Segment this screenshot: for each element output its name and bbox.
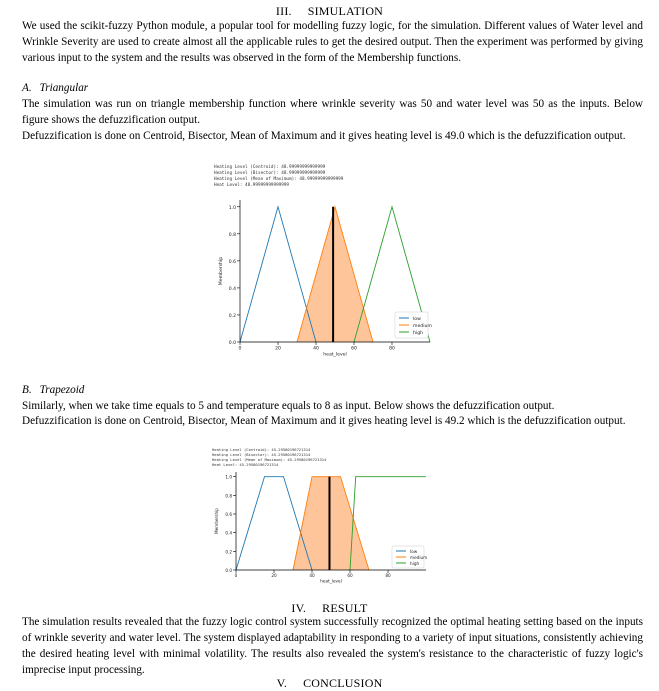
y-axis-label: Membership	[214, 508, 219, 534]
legend	[395, 312, 432, 338]
y-tick-label: 0.8	[228, 232, 236, 238]
x-tick-label: 20	[271, 573, 277, 579]
x-tick-label: 0	[238, 346, 242, 352]
annotation-text: Heat Level: 45.29580196721314	[212, 462, 279, 467]
section-heading-conclusion	[0, 676, 659, 691]
y-tick-label: 0.8	[225, 493, 232, 499]
annotation-text: Heat Level: 48.99999999999999	[214, 183, 290, 188]
activation-fill-area	[297, 207, 373, 342]
activation-fill-area	[293, 477, 369, 570]
triangular-membership-chart	[208, 160, 458, 365]
y-tick-label: 0.2	[225, 549, 232, 555]
section-title: SIMULATION	[307, 4, 384, 18]
x-tick-label: 60	[351, 346, 357, 352]
result-paragraph: The simulation results revealed that the fuzzy logic control system successfully recognized the optimal heating setting based on the inputs of wrinkle severity and water level. The system displayed adaptability in responding to a variety of input situations, consistently achieving the desired heating level with minimal volatility. The results also revealed the system's resistance to the characteristic of fuzzy logic's imprecise input processing.	[22, 616, 643, 676]
legend-label-low: low	[413, 317, 421, 322]
section-number: IV.	[291, 601, 307, 615]
section-heading-result	[0, 601, 659, 616]
intro-paragraph: We used the scikit-fuzzy Python module, a popular tool for modelling fuzzy logic, for the simulation. Different values of Water level and Wrinkle Severity are used to create almost all the applicable rules to get the desired output. Then the experiment was performed by giving various input to the system and the results was observed in the form of the Membership functions.	[22, 20, 643, 64]
x-tick-label: 40	[309, 573, 315, 579]
legend-label-medium: medium	[410, 555, 428, 560]
annotation-text: Heating Level (Centroid): 48.99999999999999	[214, 165, 326, 170]
triangular-paragraph-1: The simulation was run on triangle membership function where wrinkle severity was 50 and water level was 50 as the inputs. Below figure shows the defuzzification output.	[22, 98, 643, 126]
annotation-text: Heating Level (Bisector): 45.29580196721314	[212, 452, 311, 457]
y-axis-label: Membership	[219, 256, 224, 286]
x-tick-label: 80	[385, 573, 391, 579]
x-tick-label: 20	[275, 346, 281, 352]
legend-label-high: high	[413, 331, 424, 336]
x-axis-label: heat_level	[320, 578, 342, 584]
annotation-text: Heating Level (Mean of Maximum): 45.29580196721314	[212, 457, 327, 462]
section-number: III.	[275, 4, 292, 18]
y-tick-label: 1.0	[225, 474, 232, 480]
x-tick-label: 60	[347, 573, 353, 579]
trapezoid-paragraph-2: Defuzzification is done on Centroid, Bisector, Mean of Maximum and it gives heating level is 49.2 which is the defuzzification output.	[22, 415, 626, 427]
x-tick-label: 0	[234, 573, 238, 579]
y-tick-label: 0.6	[225, 512, 232, 517]
triangular-paragraph-2: Defuzzification is done on Centroid, Bisector, Mean of Maximum and it gives heating level is 49.0 which is the defuzzification output.	[22, 130, 626, 142]
legend-label-medium: medium	[413, 324, 432, 329]
y-tick-label: 0.6	[228, 259, 236, 265]
section-title: RESULT	[322, 601, 368, 615]
y-tick-label: 0.0	[228, 341, 236, 346]
x-tick-label: 40	[313, 346, 319, 352]
y-tick-label: 0.2	[228, 313, 236, 319]
legend-label-high: high	[410, 561, 420, 566]
section-title: CONCLUSION	[303, 676, 383, 690]
x-axis-label: heat_level	[323, 352, 347, 358]
section-heading-simulation	[0, 4, 659, 19]
subsection-heading-trapezoid: B. Trapezoid	[22, 384, 85, 396]
y-tick-label: 1.0	[228, 205, 236, 211]
y-tick-label: 0.4	[228, 286, 236, 292]
trapezoid-membership-chart	[205, 442, 445, 584]
annotation-text: Heating Level (Bisector): 48.99999999999999	[214, 171, 326, 176]
section-number: V.	[276, 676, 288, 690]
subsection-heading-triangular: A. Triangular	[22, 82, 89, 94]
annotation-text: Heating Level (Mean of Maximum): 48.99999999999999	[214, 177, 344, 182]
legend-label-low: low	[410, 549, 418, 554]
x-tick-label: 80	[389, 346, 395, 352]
y-tick-label: 0.0	[225, 568, 232, 573]
legend	[392, 546, 427, 568]
trapezoid-paragraph-1: Similarly, when we take time equals to 5 and temperature equals to 8 as input. Below shows the defuzzification output.	[22, 400, 555, 412]
annotation-text: Heating Level (Centroid): 45.29580196721314	[212, 447, 311, 452]
y-tick-label: 0.4	[225, 530, 232, 536]
